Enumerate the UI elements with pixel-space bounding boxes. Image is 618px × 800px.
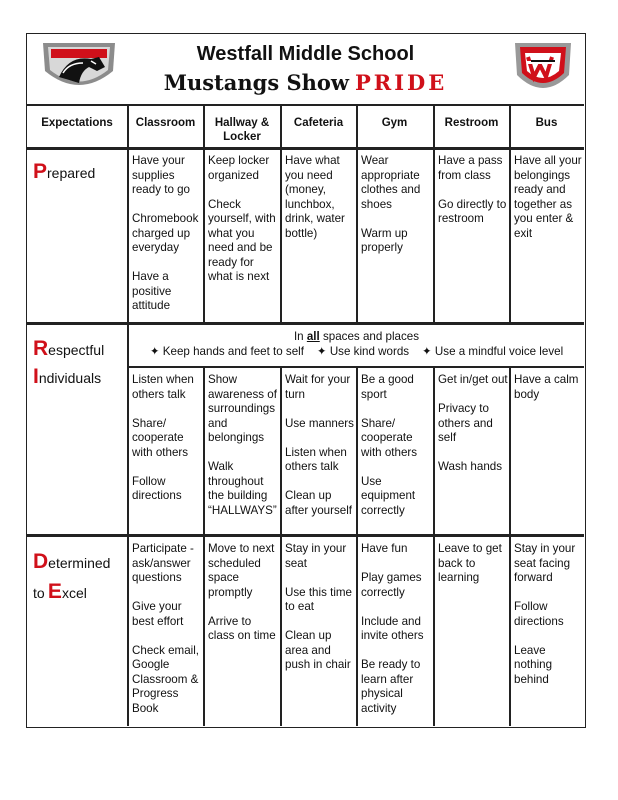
divider [27,534,584,537]
cell-text: Follow directions [514,600,564,628]
cell-text: Use this time to eat [285,585,353,613]
column-header-gym: Gym [381,117,408,129]
cell-text: Wait for your turn [285,373,351,401]
cell-text: Have all your belongings ready and together as you enter & exit [514,154,582,240]
row-label-text: espectful [48,342,105,358]
cell-respectful-gym [361,373,431,518]
cell-prepared-hallway-locker [208,154,278,285]
cell-text: Show awareness of surroundings and belongings [208,373,277,444]
cell-text: Use manners [285,416,354,430]
cell-prepared-cafeteria [285,154,355,241]
row-label-prepared [33,162,125,183]
banner-item: Use a mindful voice level [434,345,564,358]
cell-text: Include and invite others [361,614,424,642]
column-header-classroom: Classroom [135,117,196,129]
divider [280,366,282,726]
motto-prefix: Mustangs Show [163,70,349,95]
divider [27,147,584,150]
cell-text: Get in/get out [438,373,508,386]
cell-text: Stay in your seat facing forward [514,542,576,584]
cell-text: Listen when others talk [285,445,347,473]
cell-prepared-classroom [132,154,202,314]
all-spaces-banner [129,329,584,359]
cell-respectful-classroom [132,373,202,504]
cell-text: Share/ cooperate with others [361,416,418,459]
cell-text: Have a calm body [514,373,579,401]
sparkle-icon: ✦ [421,345,432,358]
row-letter: D [33,550,49,573]
row-letter: R [33,337,49,360]
cell-text: Check email, Google Classroom & Progress Book [132,643,200,715]
cell-determined-cafeteria [285,542,355,673]
cell-text: Chromebook charged up everyday [132,212,199,254]
w-shield-logo-icon [511,39,575,99]
cell-text: Arrive to class on time [208,614,276,642]
divider [356,366,358,726]
motto [27,70,584,95]
cell-text: Keep locker organized [208,154,270,182]
cell-text: Have your supplies ready to go [132,154,191,196]
cell-text: Have fun [361,542,408,555]
row-label-respectful [33,337,125,393]
cell-determined-hallway-locker [208,542,278,644]
divider [280,104,282,322]
row-label-text: xcel [61,585,87,601]
divider [203,366,205,726]
row-label-text: repared [47,165,96,181]
cell-determined-gym [361,542,431,716]
column-header-hallway-locker: Hallway & Locker [214,117,270,143]
cell-text: Check yourself, with what you need and be ready for what is next [208,197,276,283]
sparkle-icon: ✦ [316,345,327,358]
banner-item: Keep hands and feet to self [162,345,304,358]
cell-prepared-bus [514,154,584,241]
divider [127,104,129,322]
header [27,34,584,104]
cell-text: Warm up properly [361,226,408,254]
column-header-restroom: Restroom [444,117,499,129]
cell-text: Play games correctly [361,571,422,599]
cell-text: Go directly to restroom [438,197,507,225]
column-header-bus: Bus [535,117,558,129]
cell-text: Share/ cooperate with others [132,416,189,459]
divider [509,104,511,322]
divider [203,104,205,322]
cell-respectful-cafeteria [285,373,355,518]
divider [127,366,129,726]
column-header-expectations: Expectations [41,117,113,129]
cell-text: Have what you need (money, lunchbox, drink, water bottle) [285,154,345,240]
cell-prepared-restroom [438,154,508,227]
motto-pride: PRIDE [354,70,448,95]
school-name: Westfall Middle School [196,43,415,65]
banner-suffix: spaces and places [322,330,420,343]
cell-respectful-bus [514,373,584,402]
cell-text: Move to next scheduled space promptly [208,542,275,599]
row-label-text: etermined [48,555,111,571]
banner-item: Use kind words [329,345,410,358]
banner-prefix: In [293,330,304,343]
cell-text: Have a pass from class [438,154,503,182]
cell-text: Wash hands [438,460,503,473]
cell-determined-bus [514,542,584,687]
cell-text: Stay in your seat [285,542,347,570]
cell-text: Have a positive attitude [132,270,172,312]
cell-text: Clean up area and push in chair [285,629,351,671]
divider [509,366,511,726]
cell-text: Be ready to learn after physical activity [361,658,421,715]
row-letter: I [33,365,39,388]
divider [433,104,435,322]
cell-prepared-gym [361,154,431,256]
cell-text: Be a good sport [361,373,414,401]
cell-respectful-restroom [438,373,508,475]
cell-determined-restroom [438,542,508,586]
row-letter: P [33,160,48,183]
row-label-determined [33,549,125,609]
cell-text: Use equipment correctly [361,474,416,517]
divider [356,104,358,322]
cell-text: Privacy to others and self [438,402,493,444]
row-label-text: ndividuals [38,370,102,386]
cell-text: Follow directions [132,474,182,502]
cell-text: Leave to get back to learning [438,542,502,584]
divider [433,366,435,726]
cell-text: Walk throughout the building “HALLWAYS” [208,460,277,517]
row-label-text: to [33,585,45,601]
divider [27,322,584,325]
row-letter: E [47,580,62,603]
cell-text: Leave nothing behind [514,643,553,686]
cell-determined-classroom [132,542,202,716]
cell-text: Give your best effort [132,600,184,628]
cell-text: Clean up after yourself [285,489,353,517]
cell-text: Wear appropriate clothes and shoes [361,154,421,211]
column-header-cafeteria: Cafeteria [293,117,344,129]
banner-emphasis: all [306,330,320,343]
cell-respectful-hallway-locker [208,373,278,518]
cell-text: Listen when others talk [132,373,194,401]
sparkle-icon: ✦ [149,345,160,358]
cell-text: Participate - ask/answer questions [132,542,194,584]
pbis-matrix [26,33,586,728]
divider [27,104,584,106]
